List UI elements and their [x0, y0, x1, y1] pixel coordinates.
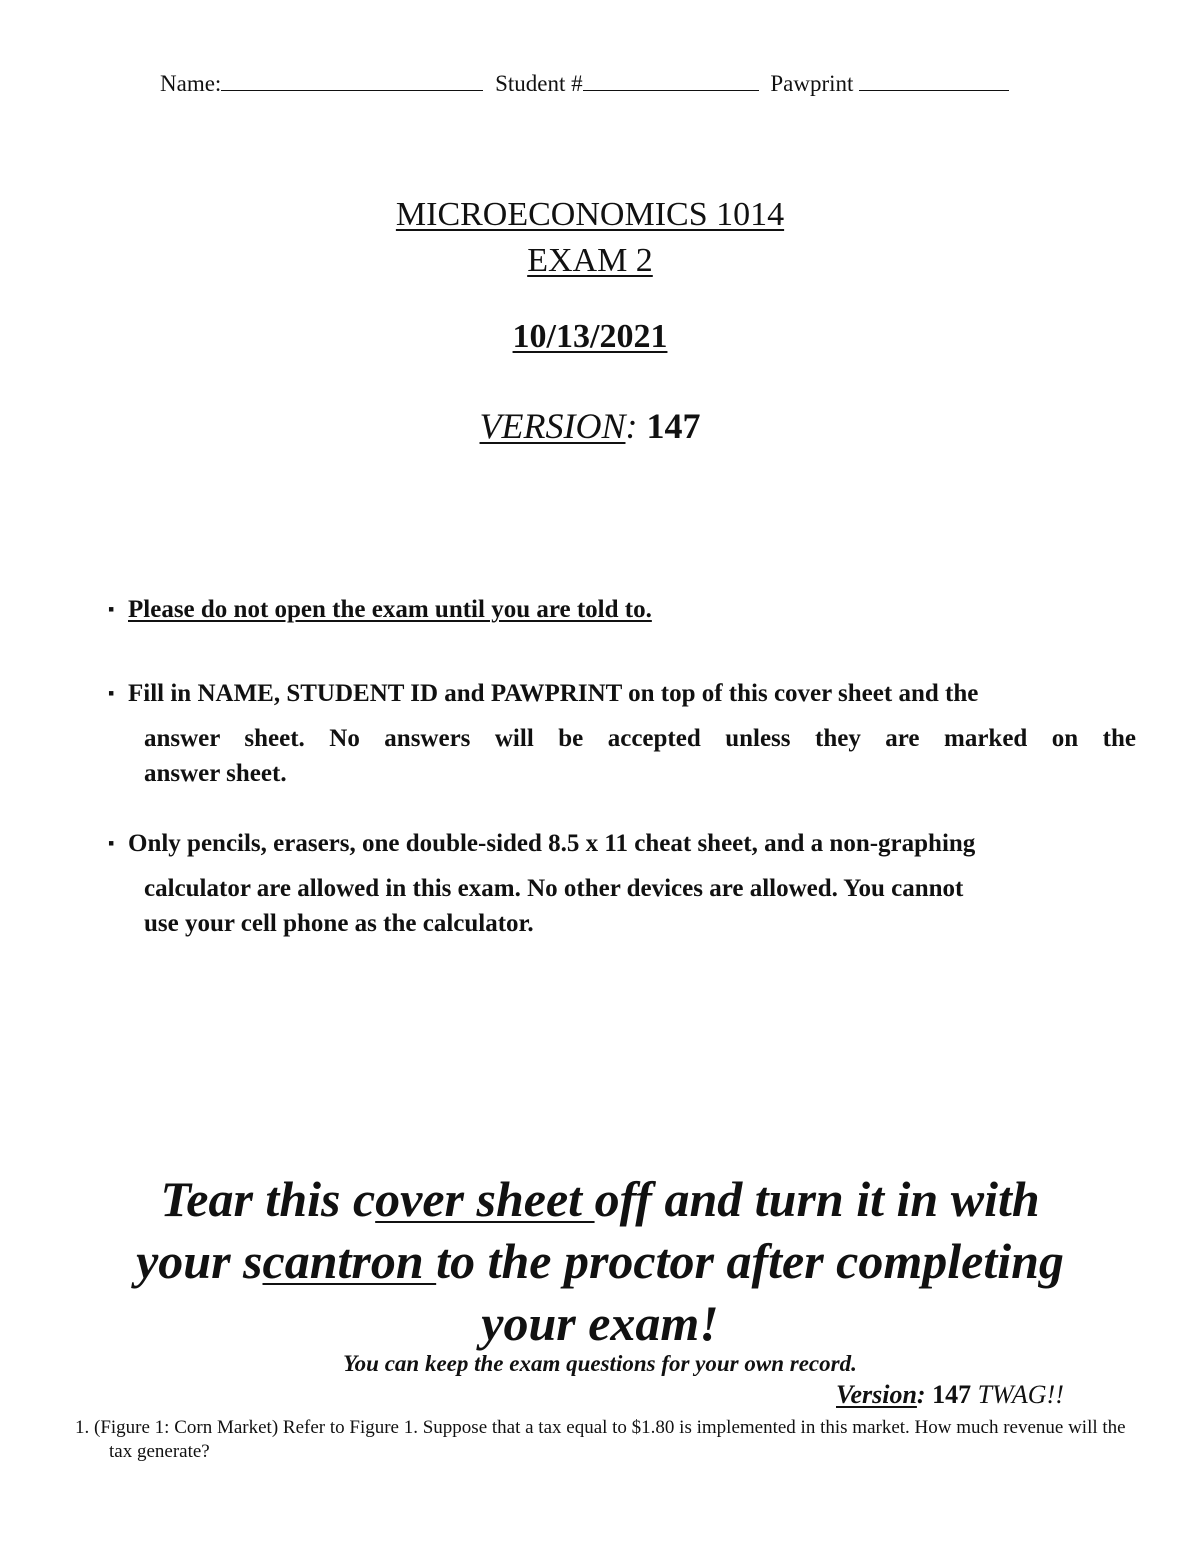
bullet-icon: ▪ — [108, 833, 115, 853]
instruction-2-line2: answer sheet. No answers will be accepted unless they are marked on the — [144, 725, 1136, 752]
tear-line-3: your exam! — [481, 1295, 719, 1351]
pawprint-blank — [859, 70, 1009, 91]
version-colon: : — [625, 406, 638, 446]
instruction-1 — [108, 592, 1136, 627]
footer-version-colon: : — [916, 1380, 926, 1409]
bullet-icon: ▪ — [108, 599, 115, 619]
name-label: Name: — [160, 71, 222, 96]
footer-version-label: Version — [836, 1380, 917, 1409]
instruction-3-line2: calculator are allowed in this exam. No other devices are allowed. You cannot — [144, 875, 964, 902]
instruction-2-line3: answer sheet. — [144, 760, 287, 787]
instruction-2 — [108, 676, 1136, 791]
bullet-icon: ▪ — [108, 683, 115, 703]
footer-version — [836, 1380, 1064, 1410]
instruction-3-line3: use your cell phone as the calculator. — [144, 910, 534, 937]
course-title: MICROECONOMICS 1014 — [395, 196, 785, 233]
title-block — [0, 192, 1180, 284]
tear-line-2: your scantron to the proctor after completing — [136, 1233, 1064, 1289]
student-blank — [583, 70, 759, 91]
version-label: VERSION — [479, 406, 626, 446]
footer-twag: TWAG!! — [977, 1380, 1064, 1409]
instruction-3-line1: Only pencils, erasers, one double-sided 8.5 x 11 cheat sheet, and a non-graphing — [128, 830, 976, 857]
instruction-2-line1: Fill in NAME, STUDENT ID and PAWPRINT on top of this cover sheet and the — [128, 680, 979, 707]
exam-date: 10/13/2021 — [512, 318, 668, 355]
version-line — [0, 405, 1180, 447]
pawprint-label: Pawprint — [770, 71, 854, 96]
instruction-3 — [108, 826, 1136, 941]
header-line — [160, 70, 1060, 97]
tear-message — [0, 1168, 1200, 1354]
exam-title: EXAM 2 — [527, 242, 653, 279]
name-blank — [221, 70, 483, 91]
question-1 — [75, 1416, 1135, 1464]
footer-version-number: 147 — [932, 1380, 972, 1409]
instruction-1-text: Please do not open the exam until you are told to. — [128, 596, 652, 623]
student-label: Student # — [495, 71, 583, 96]
version-number: 147 — [646, 406, 701, 446]
question-1-text: 1. (Figure 1: Corn Market) Refer to Figure 1. Suppose that a tax equal to $1.80 is implemented in this market. How much revenue will the tax generate? — [75, 1417, 1126, 1462]
tear-line-1: Tear this cover sheet off and turn it in with — [160, 1171, 1040, 1227]
keep-note: You can keep the exam questions for your own record. — [343, 1351, 857, 1376]
